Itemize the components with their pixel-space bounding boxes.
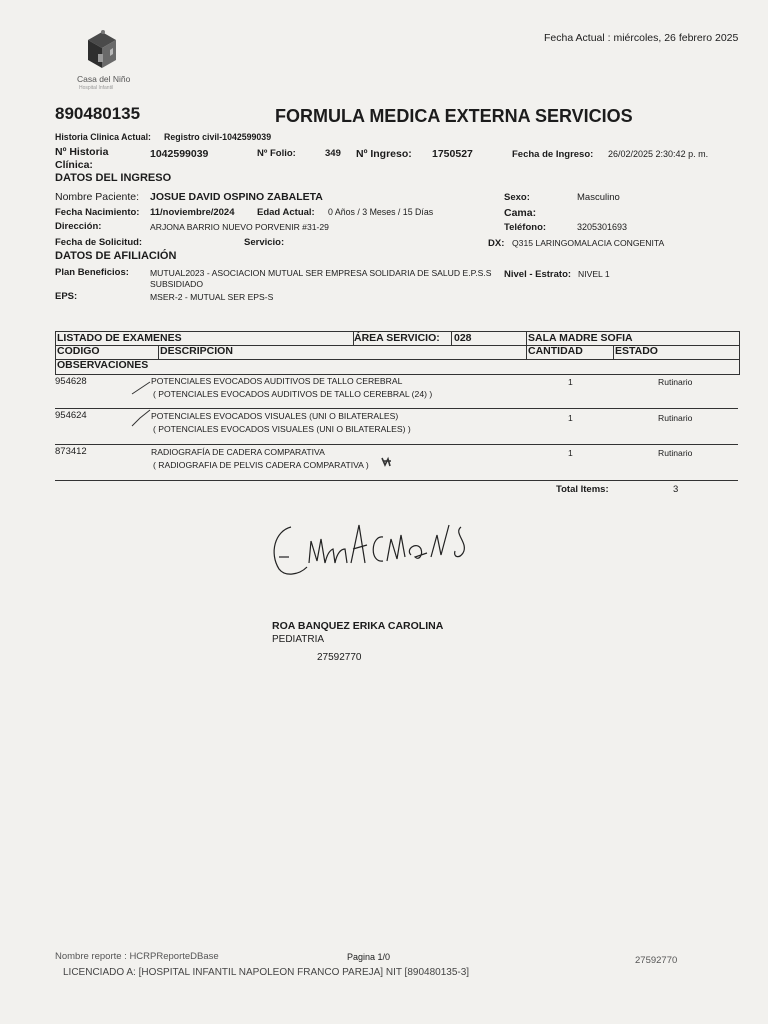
dx-label: DX: [488,238,505,249]
table-row-description-detail: ( POTENCIALES EVOCADOS AUDITIVOS DE TALLO CEREBRAL (24) ) [153,389,433,399]
edad-value: 0 Años / 3 Meses / 15 Días [328,207,434,217]
sexo-label: Sexo: [504,192,530,203]
nivel-label: Nivel - Estrato: [504,269,572,280]
doctor-id: 27592770 [317,652,362,663]
section-afiliacion-title: DATOS DE AFILIACIÓN [55,250,177,262]
solicitud-label: Fecha de Solicitud: [55,237,143,248]
direccion-value: ARJONA BARRIO NUEVO PORVENIR #31-29 [150,222,329,232]
doctor-specialty: PEDIATRIA [272,634,325,645]
table-row-code: 954628 [55,376,87,387]
document-title: FORMULA MEDICA EXTERNA SERVICIOS [275,106,633,126]
table-row-status: Rutinario [658,448,693,458]
check-mark-icon [128,408,158,438]
eps-label: EPS: [55,291,78,302]
table-row-description-detail: ( RADIOGRAFIA DE PELVIS CADERA COMPARATIVA ) [153,460,369,470]
col-observaciones: OBSERVACIONES [57,359,149,371]
historia-value: 1042599039 [150,148,209,160]
nit-number: 890480135 [55,104,141,123]
servicio-label: Servicio: [244,237,285,248]
col-cantidad: CANTIDAD [528,345,583,357]
table-row-quantity: 1 [568,413,573,423]
page-number: Pagina 1/0 [347,952,391,962]
col-descripcion: DESCRIPCION [160,345,233,357]
table-row-description: POTENCIALES EVOCADOS VISUALES (UNI O BILATERALES) [151,411,399,421]
area-servicio-value: 028 [454,332,472,344]
ingreso-value: 1750527 [432,148,473,160]
total-items-label: Total Items: [556,484,609,495]
dx-value: Q315 LARINGOMALACIA CONGENITA [512,238,665,248]
area-servicio-label: ÁREA SERVICIO: [354,332,440,344]
nombre-value: JOSUE DAVID OSPINO ZABALETA [150,191,323,203]
ingreso-label: Nº Ingreso: [356,148,412,160]
handwritten-mark-icon [380,455,394,469]
telefono-value: 3205301693 [577,222,628,232]
historia-actual-value: Registro civil-1042599039 [164,132,272,142]
current-date: Fecha Actual : miércoles, 26 febrero 2025 [544,32,739,44]
cama-label: Cama: [504,207,537,219]
logo-name: Casa del Niño [77,74,131,84]
plan-value-line2: SUBSIDIADO [150,279,204,289]
sexo-value: Masculino [577,192,620,203]
license-line: LICENCIADO A: [HOSPITAL INFANTIL NAPOLEON FRANCO PAREJA] NIT [890480135-3] [63,967,470,978]
eps-value: MSER-2 - MUTUAL SER EPS-S [150,292,274,302]
hospital-logo [70,28,150,96]
report-name: Nombre reporte : HCRPReporteDBase [55,951,219,962]
table-row-code: 873412 [55,446,87,457]
table-row-quantity: 1 [568,448,573,458]
col-estado: ESTADO [615,345,658,357]
edad-label: Edad Actual: [257,207,315,218]
handwritten-signature [265,505,505,585]
house-logo-icon [70,28,150,72]
plan-value-line1: MUTUAL2023 - ASOCIACION MUTUAL SER EMPRESA SOLIDARIA DE SALUD E.P.S.S [150,268,492,278]
nacimiento-label: Fecha Nacimiento: [55,207,140,218]
col-codigo: CODIGO [57,345,100,357]
exams-table-header [55,331,740,375]
nombre-label: Nombre Paciente: [55,191,140,203]
section-ingreso-title: DATOS DEL INGRESO [55,172,172,184]
fecha-ingreso-value: 26/02/2025 2:30:42 p. m. [608,149,709,159]
table-row-description-detail: ( POTENCIALES EVOCADOS VISUALES (UNI O BILATERALES) ) [153,424,411,434]
table-row-status: Rutinario [658,377,693,387]
doctor-name: ROA BANQUEZ ERIKA CAROLINA [272,620,444,632]
plan-label: Plan Beneficios: [55,267,129,278]
historia-label: Nº Historia Clínica: [55,146,109,171]
nacimiento-value: 11/noviembre/2024 [150,207,235,218]
table-row-code: 954624 [55,410,87,421]
sala-name: SALA MADRE SOFIA [528,332,633,344]
total-items-value: 3 [673,484,679,495]
direccion-label: Dirección: [55,221,102,232]
telefono-label: Teléfono: [504,222,547,233]
check-mark-icon [128,380,158,410]
nivel-value: NIVEL 1 [578,269,610,279]
folio-value: 349 [325,148,341,159]
fecha-ingreso-label: Fecha de Ingreso: [512,149,594,160]
footer-doc-id: 27592770 [635,955,678,966]
table-row-quantity: 1 [568,377,573,387]
logo-tagline: Hospital Infantil [79,85,114,91]
table-row-description: RADIOGRAFÍA DE CADERA COMPARATIVA [151,447,325,457]
historia-actual-label: Historia Clinica Actual: [55,132,151,142]
table-row-description: POTENCIALES EVOCADOS AUDITIVOS DE TALLO CEREBRAL [151,376,403,386]
folio-label: Nº Folio: [257,148,296,159]
table-row-status: Rutinario [658,413,693,423]
listado-heading: LISTADO DE EXAMENES [57,332,182,344]
